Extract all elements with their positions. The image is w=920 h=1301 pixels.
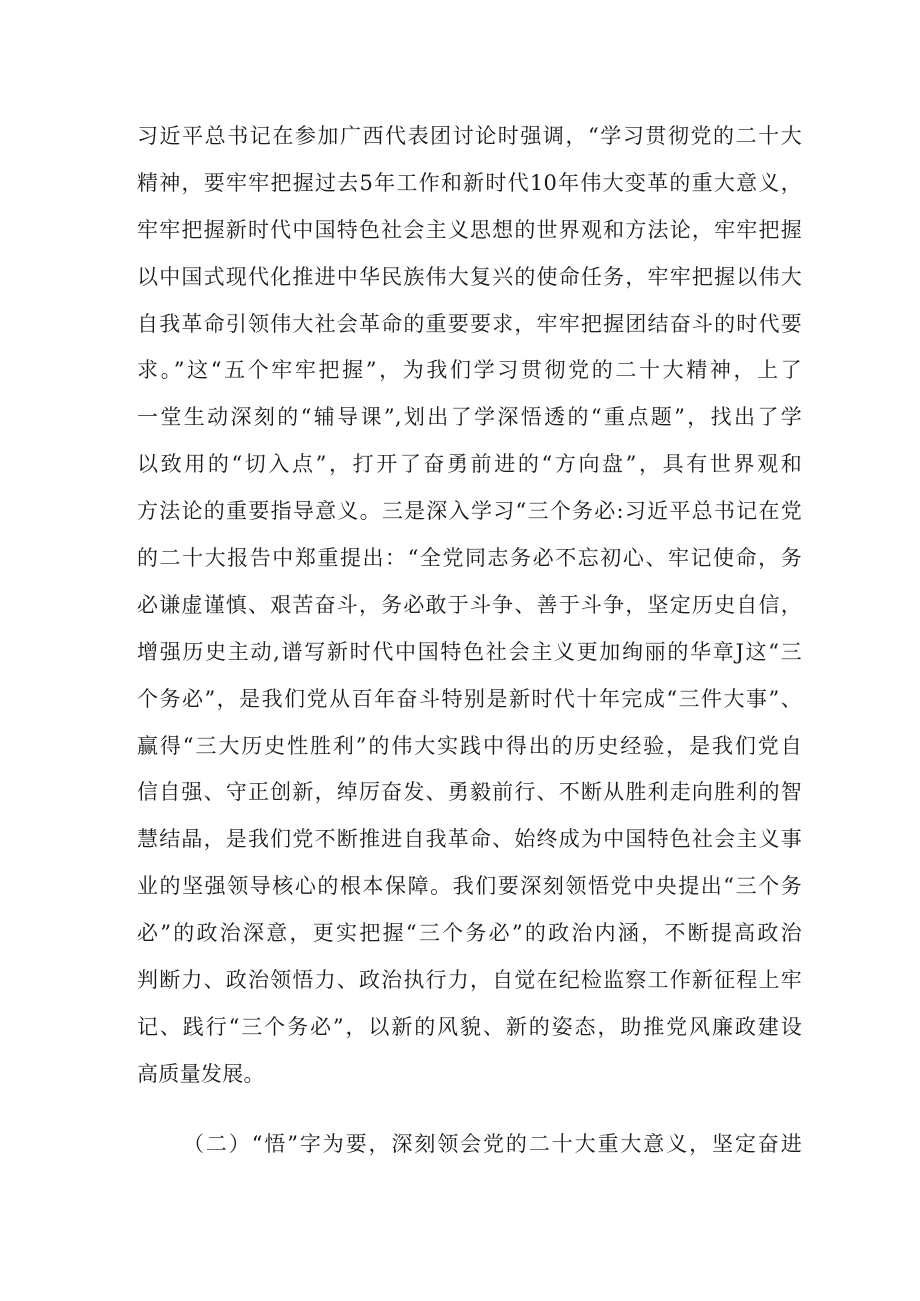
paragraph-line: 方法论的重要指导意义。三是深入学习“三个务必:习近平总书记在党 xyxy=(137,499,802,524)
paragraph-line: 自我革命引领伟大社会革命的重要要求，牢牢把握团结奋斗的时代要 xyxy=(137,311,802,336)
paragraph-line: 以致用的“切入点”，打开了奋勇前进的“方向盘”，具有世界观和 xyxy=(137,452,802,477)
paragraph-line: 高质量发展。 xyxy=(137,1061,265,1086)
paragraph-line: 慧结晶，是我们党不断推进自我革命、始终成为中国特色社会主义事 xyxy=(137,827,802,852)
paragraph-line: 增强历史主动,谱写新时代中国特色社会主义更加绚丽的华章J这“三 xyxy=(137,639,802,664)
paragraph-line: 习近平总书记在参加广西代表团讨论时强调，“学习贯彻党的二十大 xyxy=(137,124,802,148)
paragraph-line: 信自强、守正创新，绰厉奋发、勇毅前行、不断从胜利走向胜利的智 xyxy=(137,780,802,805)
paragraph-line: 个务必”，是我们党从百年奋斗特别是新时代十年完成“三件大事”、 xyxy=(137,686,802,711)
body-paragraph xyxy=(137,113,802,1098)
paragraph-line: 精神，要牢牢把握过去5年工作和新时代10年伟大变革的重大意义， xyxy=(137,170,802,195)
paragraph-line: 牢牢把握新时代中国特色社会主义思想的世界观和方法论，牢牢把握 xyxy=(137,217,802,242)
paragraph-line: 赢得“三大历史性胜利”的伟大实践中得出的历史经验，是我们党自 xyxy=(137,733,802,758)
paragraph-line: 必谦虚谨慎、艰苦奋斗，务必敢于斗争、善于斗争，坚定历史自信， xyxy=(137,592,802,617)
paragraph-line: 的二十大报告中郑重提出：“全党同志务必不忘初心、牢记使命，务 xyxy=(137,546,802,571)
paragraph-line: 以中国式现代化推进中华民族伟大复兴的使命任务，牢牢把握以伟大 xyxy=(137,264,802,289)
paragraph-line: 必”的政治深意，更实把握“三个务必”的政治内涵，不断提高政治 xyxy=(137,921,802,946)
paragraph-line: 求。”这“五个牢牢把握”，为我们学习贯彻党的二十大精神，上了 xyxy=(137,358,802,383)
section-heading: （二）“悟”字为要，深刻领会党的二十大重大意义，坚定奋进 xyxy=(183,1132,802,1156)
paragraph-line: 一堂生动深刻的“辅导课”,划出了学深悟透的“重点题”，找出了学 xyxy=(137,405,802,430)
paragraph-line: 判断力、政治领悟力、政治执行力，自觉在纪检监察工作新征程上牢 xyxy=(137,968,802,993)
paragraph-line: 记、践行“三个务必”，以新的风貌、新的姿态，助推党风廉政建设 xyxy=(137,1014,802,1039)
paragraph-line: 业的坚强领导核心的根本保障。我们要深刻领悟党中央提出“三个务 xyxy=(137,874,802,899)
